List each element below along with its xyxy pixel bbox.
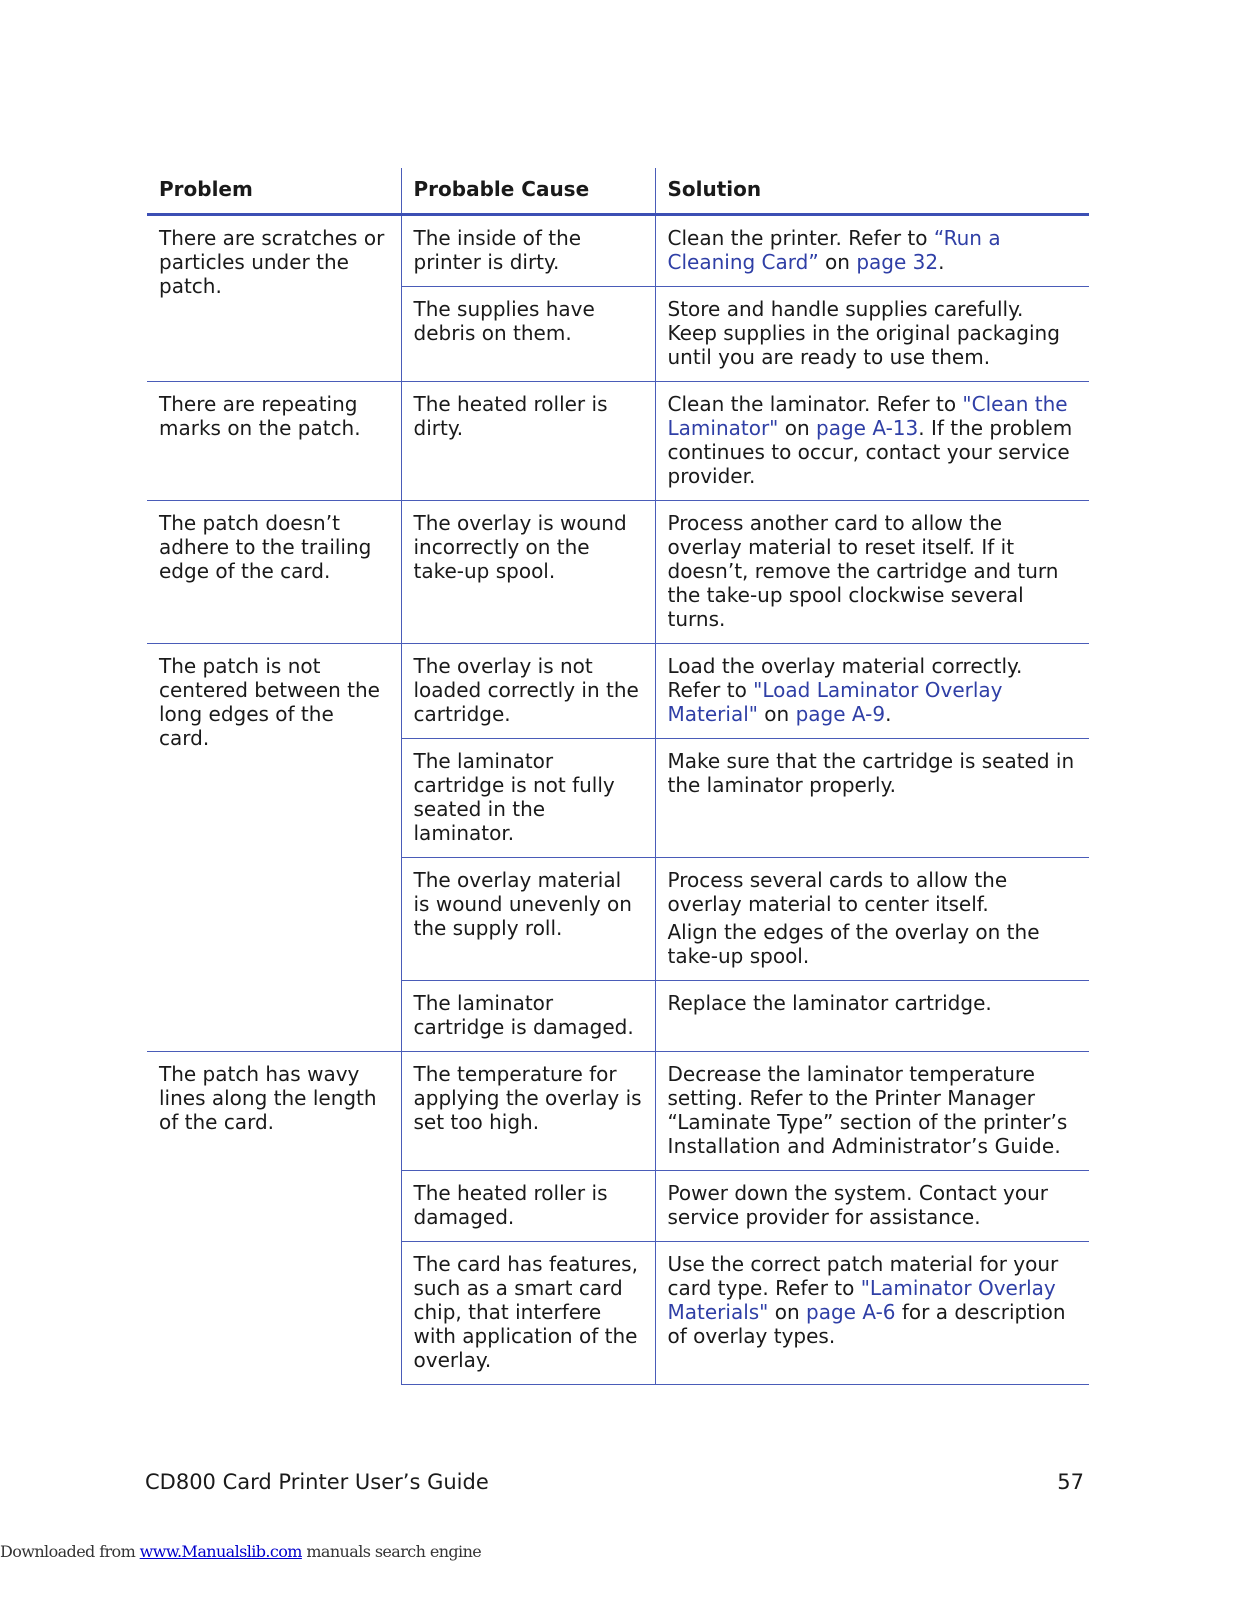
- cause-cell: The overlay is not loaded correctly in the cartridge.: [401, 644, 655, 739]
- solution-text: Process several cards to allow the overlay material to center itself.: [667, 868, 1008, 916]
- solution-cell: [655, 644, 1089, 739]
- solution-text: Power down the system. Contact your service provider for assistance.: [667, 1181, 1048, 1229]
- cross-reference-link[interactable]: "Load Laminator Overlay Material": [667, 678, 1003, 726]
- solution-paragraph: [668, 392, 1078, 488]
- solution-text: Align the edges of the overlay on the take-up spool.: [667, 920, 1040, 968]
- solution-cell: [655, 1052, 1089, 1171]
- solution-paragraph: [668, 749, 1078, 797]
- table-row: [147, 215, 1089, 287]
- solution-paragraph: [668, 297, 1078, 369]
- book-title: Installation and Administrator’s Guide: [667, 1134, 1055, 1158]
- solution-text: Use the correct patch material for your card type. Refer to: [667, 1252, 1059, 1300]
- footer-title: CD800 Card Printer User’s Guide: [145, 1470, 489, 1494]
- table-row: [147, 644, 1089, 739]
- cross-reference-link[interactable]: page A-13: [816, 416, 919, 440]
- solution-paragraph: [668, 1181, 1078, 1229]
- cause-cell: The card has features, such as a smart card chip, that interfere with application of the overlay.: [401, 1242, 655, 1385]
- problem-cell: The patch is not centered between the long edges of the card.: [147, 644, 401, 1052]
- problem-cell: The patch doesn’t adhere to the trailing edge of the card.: [147, 501, 401, 644]
- table-row: [147, 1052, 1089, 1171]
- problem-cell: There are scratches or particles under the patch.: [147, 215, 401, 382]
- cause-cell: The laminator cartridge is damaged.: [401, 981, 655, 1052]
- solution-cell: [655, 981, 1089, 1052]
- troubleshooting-table: [147, 168, 1089, 1385]
- solution-paragraph: [668, 226, 1078, 274]
- header-problem: Problem: [147, 168, 401, 215]
- table-row: [147, 382, 1089, 501]
- solution-cell: [655, 501, 1089, 644]
- solution-text: on: [778, 416, 817, 440]
- header-probable-cause: Probable Cause: [401, 168, 655, 215]
- cross-reference-link[interactable]: page 32: [856, 250, 939, 274]
- cause-cell: The laminator cartridge is not fully seated in the laminator.: [401, 739, 655, 858]
- solution-text: . If the problem continues to occur, contact your service provider.: [667, 416, 1073, 488]
- cross-reference-link[interactable]: page A-6: [806, 1300, 896, 1324]
- solution-paragraph: [668, 920, 1078, 968]
- table-header-row: [147, 168, 1089, 215]
- solution-text: .: [1054, 1134, 1061, 1158]
- solution-text: .: [885, 702, 892, 726]
- solution-text: Clean the printer. Refer to: [667, 226, 934, 250]
- solution-text: Store and handle supplies carefully. Keep supplies in the original packaging until you are ready to use them.: [667, 297, 1060, 369]
- solution-text: Make sure that the cartridge is seated in the laminator properly.: [667, 749, 1075, 797]
- cause-cell: The inside of the printer is dirty.: [401, 215, 655, 287]
- solution-cell: [655, 739, 1089, 858]
- table-row: [147, 501, 1089, 644]
- solution-text: Load the overlay material correctly. Refer to: [667, 654, 1023, 702]
- solution-paragraph: [668, 1252, 1078, 1348]
- solution-paragraph: [668, 991, 1078, 1015]
- page-number: 57: [1057, 1470, 1084, 1494]
- solution-text: on: [757, 702, 796, 726]
- cross-reference-link[interactable]: page A-9: [795, 702, 886, 726]
- download-prefix: Downloaded from: [0, 1542, 140, 1561]
- solution-text: Replace the laminator cartridge.: [667, 991, 992, 1015]
- cause-cell: The overlay material is wound unevenly on the supply roll.: [401, 858, 655, 981]
- solution-text: Clean the laminator. Refer to: [667, 392, 963, 416]
- cause-cell: The supplies have debris on them.: [401, 287, 655, 382]
- manualslib-link[interactable]: www.Manualslib.com: [139, 1542, 302, 1561]
- solution-cell: [655, 382, 1089, 501]
- solution-paragraph: [668, 511, 1078, 631]
- solution-text: on: [768, 1300, 807, 1324]
- solution-paragraph: [668, 654, 1078, 726]
- solution-cell: [655, 1242, 1089, 1385]
- solution-cell: [655, 215, 1089, 287]
- solution-paragraph: [668, 868, 1078, 916]
- solution-paragraph: [668, 1062, 1078, 1158]
- cause-cell: The heated roller is damaged.: [401, 1171, 655, 1242]
- solution-text: for a description of overlay types.: [667, 1300, 1066, 1348]
- header-solution: Solution: [655, 168, 1089, 215]
- cause-cell: The temperature for applying the overlay is set too high.: [401, 1052, 655, 1171]
- table-body: [147, 215, 1089, 1385]
- problem-cell: The patch has wavy lines along the length of the card.: [147, 1052, 401, 1385]
- cross-reference-link[interactable]: “Run a Cleaning Card”: [667, 226, 1001, 274]
- problem-cell: There are repeating marks on the patch.: [147, 382, 401, 501]
- cross-reference-link[interactable]: "Laminator Overlay Materials": [667, 1276, 1056, 1324]
- solution-text: .: [938, 250, 945, 274]
- cross-reference-link[interactable]: "Clean the Laminator": [667, 392, 1068, 440]
- solution-cell: [655, 858, 1089, 981]
- solution-cell: [655, 1171, 1089, 1242]
- download-suffix: manuals search engine: [301, 1542, 482, 1561]
- download-note: [0, 1542, 481, 1561]
- cause-cell: The heated roller is dirty.: [401, 382, 655, 501]
- solution-text: Process another card to allow the overlay material to reset itself. If it doesn’t, remove the cartridge and turn the take-up spool clockwise several turns.: [667, 511, 1059, 631]
- solution-cell: [655, 287, 1089, 382]
- solution-text: on: [818, 250, 857, 274]
- solution-text: Decrease the laminator temperature setting. Refer to the Printer Manager “Laminate Type” section of the printer’s: [667, 1062, 1068, 1134]
- cause-cell: The overlay is wound incorrectly on the take-up spool.: [401, 501, 655, 644]
